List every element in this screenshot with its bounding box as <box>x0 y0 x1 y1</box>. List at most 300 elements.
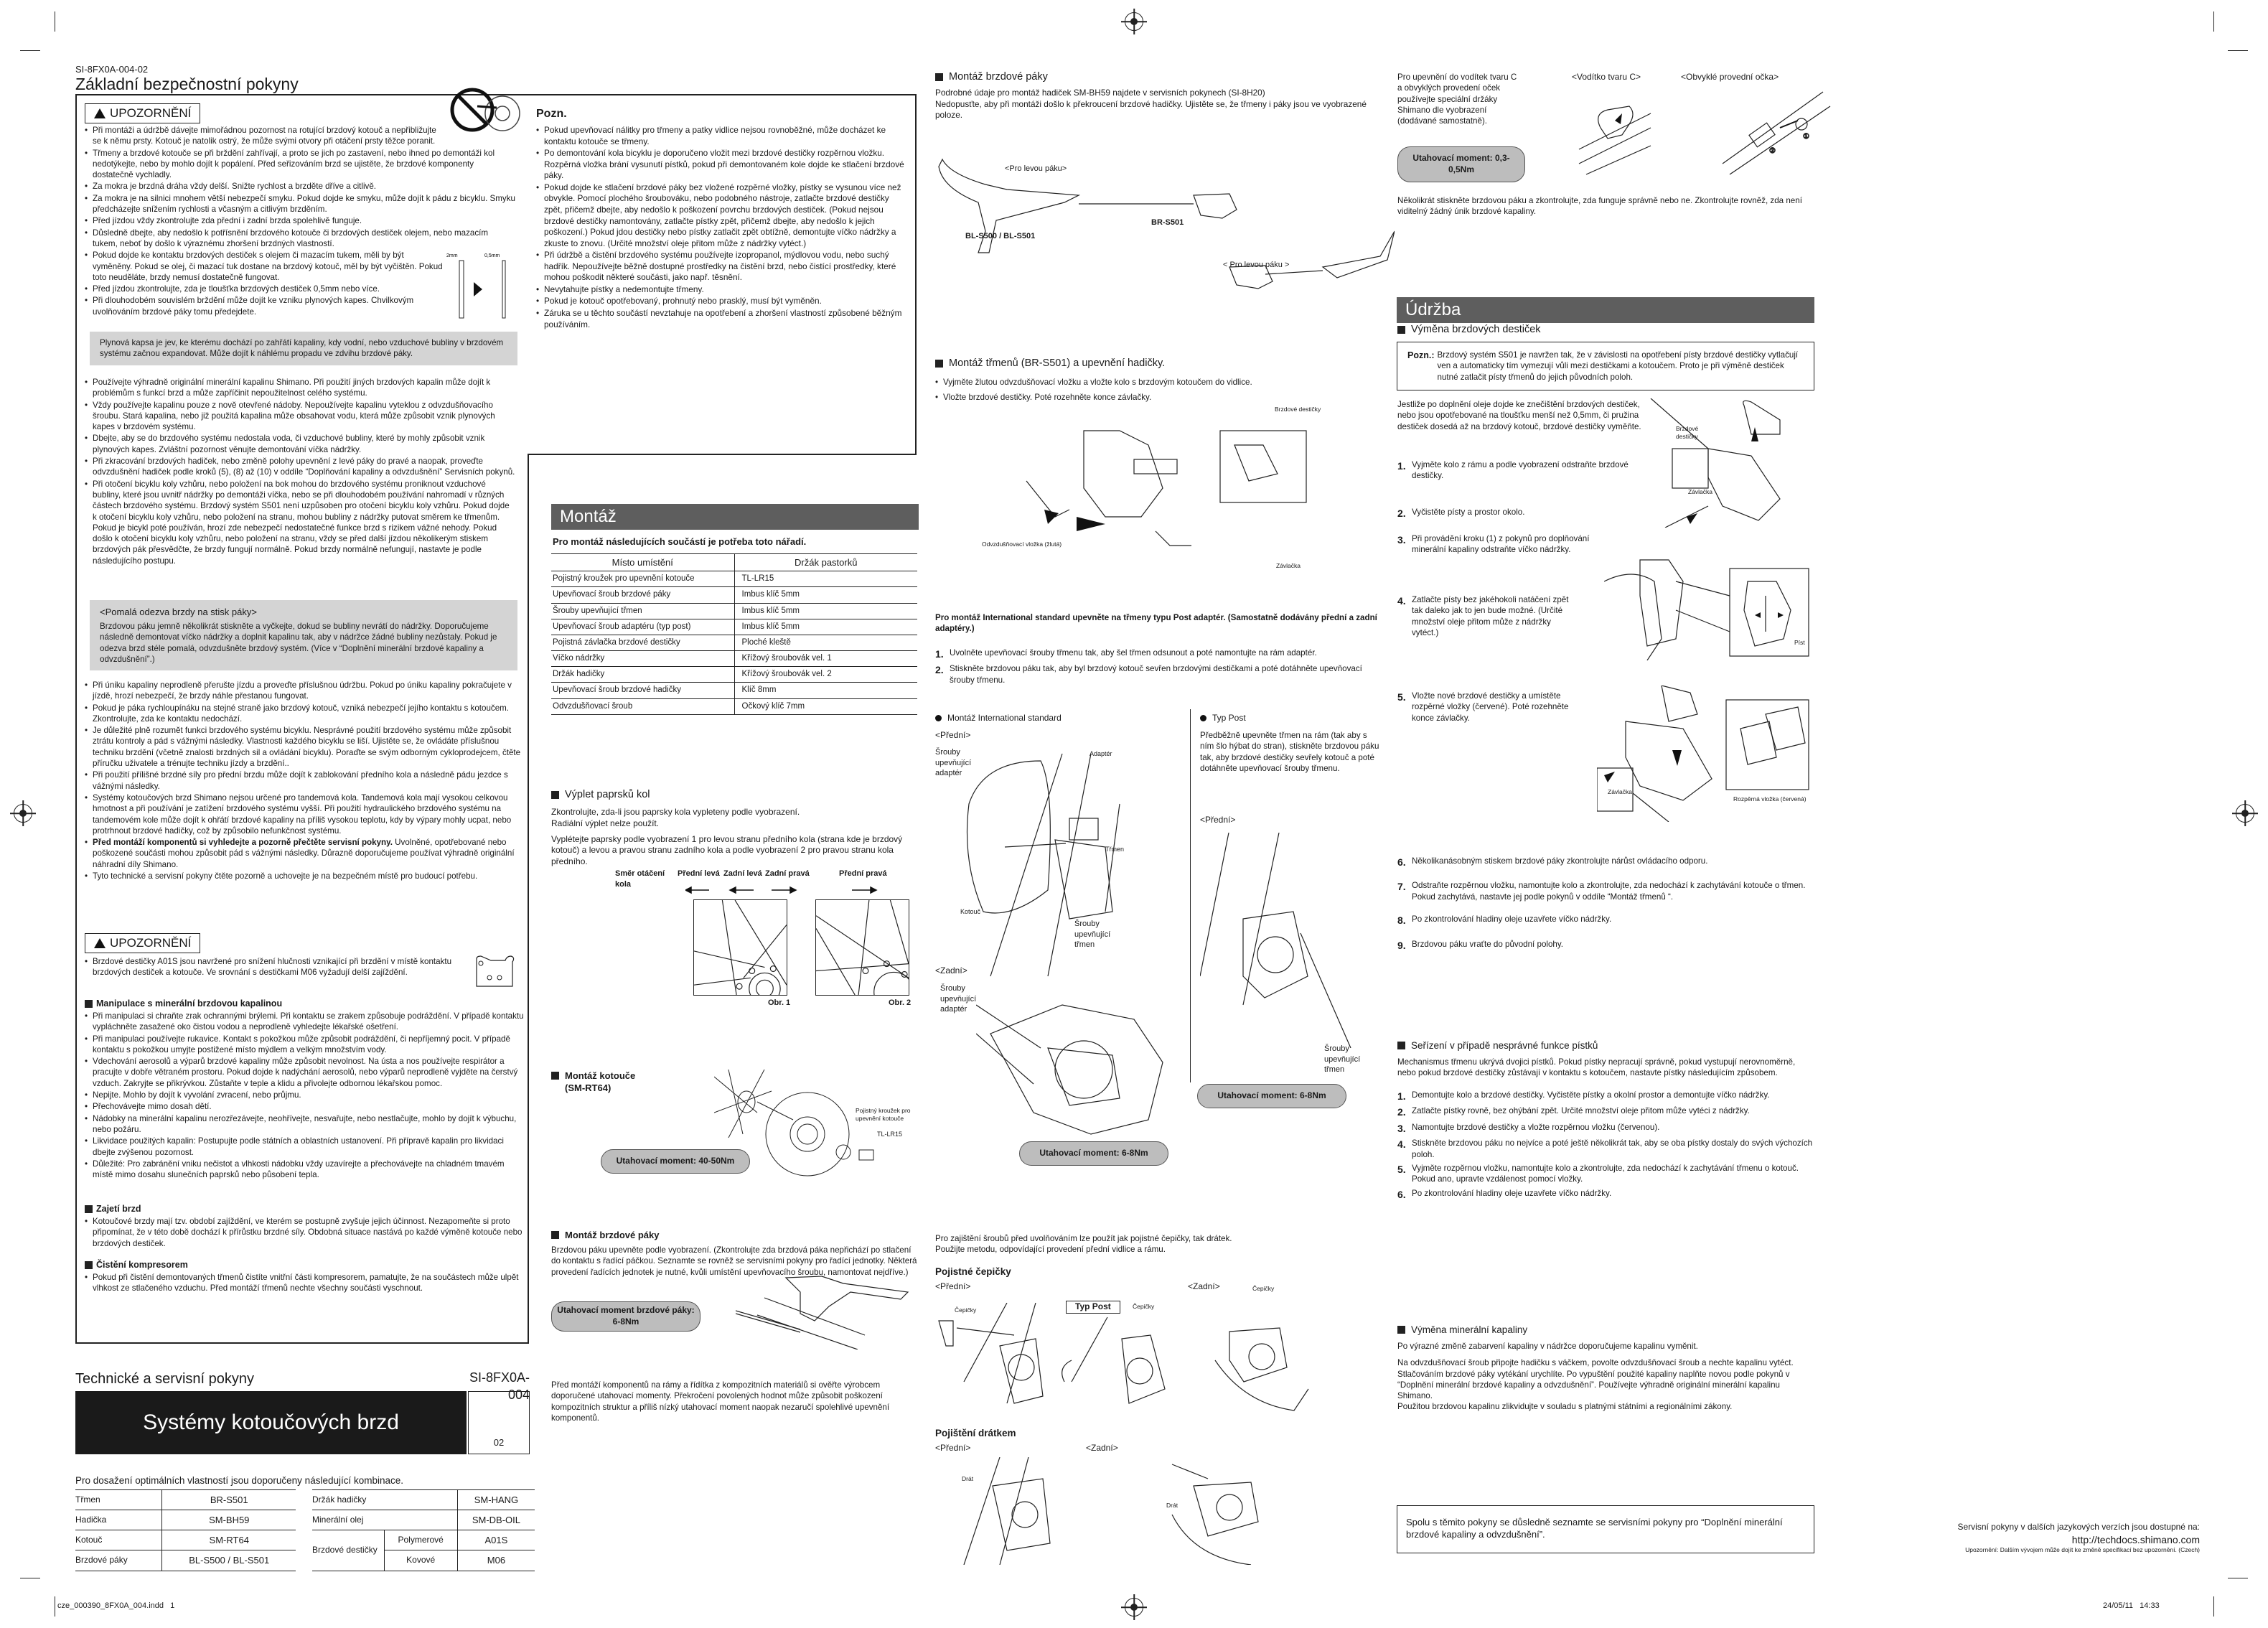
list-item: • Třmeny a brzdové kotouče se při brždění zahřívají, a proto se jich po zastavení, nebo ihned po demontáži kol nedotýkejte, nebo by mohlo dojít k popálení. Před seřizováním brzd se ujistěte, že brzdové komponenty dostatečně vychladly. <box>85 148 515 181</box>
lever-mount-text <box>935 88 1380 121</box>
tools-table <box>551 553 917 715</box>
step-text: Zatlačte pístky rovně, bez ohýbání zpět. Určité množství oleje přitom může vytéci z nádržky. <box>1412 1106 1750 1116</box>
pad-steps-1 <box>1397 459 1641 485</box>
crop-mark <box>2213 11 2214 32</box>
front-left-label: Přední levá <box>678 869 720 878</box>
post-bolts-label: Šrouby upevňující třmen <box>1324 1044 1361 1075</box>
front-right-label: Přední pravá <box>839 869 887 878</box>
spokes-text-3: Vyplétejte paprsky podle vyobrazení 1 pro levou stranu předního kola (strana kde je brzdový kotouč) a levou a pravou stranu zadního kola a podle vyobrazení 2 pro pravou stranu kola předního. <box>551 833 903 867</box>
cell-label: Držák hadičky <box>312 1490 457 1510</box>
list-item: • Za mokra je na silnici mnohem větší nebezpečí smyku. Pokud dojde ke smyku, může dojít k pádu z bicyklu. Smyku předcházejte snížením rychlosti a včasným a citlivým brzděním. <box>85 193 515 215</box>
caliper-bullets <box>935 377 1337 404</box>
no-fingers-rotor-icon <box>445 78 524 142</box>
table-row <box>551 651 917 667</box>
fig-1-caption: Obr. 1 <box>768 998 791 1007</box>
udrzba-section-bar: Údržba <box>1397 297 1814 323</box>
cell: Upevňovací šroub brzdové hadičky <box>551 683 734 698</box>
cell: Držák hadičky <box>551 667 734 683</box>
oil-text <box>1397 1341 1814 1413</box>
caliper-model: BR-S501 <box>1151 218 1184 227</box>
bedding-heading <box>85 1203 141 1215</box>
step: 4. Stiskněte brzdovou páku no nejvíce a poté ještě několikrát tak, aby se oba pístky dostaly do svých výchozích poloh. <box>1397 1138 1813 1159</box>
see-also-box: Spolu s těmito pokyny se důsledně seznamte se servisními pokyny pro “Doplnění minerální brzdové kapaliny a odvzdušnění”. <box>1397 1505 1814 1553</box>
other-langs-text: Servisní pokyny v dalších jazykových verzích jsou dostupné na: <box>1957 1522 2200 1532</box>
spacer-label: Odvzdušňovací vložka (žlutá) <box>982 541 1062 548</box>
list-item: • Při manipulaci si chraňte zrak ochrannými brýlemi. Při kontaktu se zrakem způsobuje podráždění. V případě kontaktu vypláchněte zasažené oko čistou vodou a neprodleně vyhledejte lékařské ošetření. <box>85 1011 524 1033</box>
notes-bullets <box>536 125 908 331</box>
lockring-label: Pojistný kroužek pro upevnění kotouče <box>856 1107 911 1123</box>
wire-label-rear: Drát <box>1166 1502 1178 1509</box>
page-title: Základní bezpečnostní pokyny <box>75 75 299 93</box>
combos-title: Pro dosažení optimálních vlastností jsou doporučeny následující kombinace. <box>75 1475 404 1486</box>
composite-note: Před montáží komponentů na rámy a řídítka z kompozitních materiálů si ověřte výrobcem doporučené utahovací momenty. Překročení povolených hodnot může způsobit poškození kompozitních struktur a příliš nízký utahovací moment naopak nezaručí spolehlivé upevnění komponentů. <box>551 1380 890 1423</box>
cell-type: Polymerové <box>384 1530 457 1550</box>
warning-label: UPOZORNĚNÍ <box>110 936 192 950</box>
step: 2. Vyčistěte písty a prostor okolo. <box>1397 507 1525 519</box>
rear-left-label: Zadní levá <box>723 869 762 878</box>
cell-label: Třmen <box>75 1490 162 1510</box>
caps-rear-label: <Zadní> <box>1188 1281 1220 1291</box>
heading-text: Montáž brzdové páky <box>949 71 1048 83</box>
post-torque-pill: Utahovací moment: 6-8Nm <box>1197 1084 1346 1108</box>
lever-mount-text-2: Nedopusťte, aby při montáži došlo k překroucení brzdové hadičky. Ujistěte se, že třmeny i páky jsou ve vyobrazené poloze. <box>935 98 1367 121</box>
locking-text <box>935 1233 1380 1255</box>
step: 2. Zatlačte pístky rovně, bez ohýbání zpět. Určité množství oleje přitom může vytéci z nádržky. <box>1397 1106 1750 1118</box>
cell: Ploché kleště <box>734 635 917 650</box>
note-text: Brzdový systém S501 je navržen tak, že v závislosti na opotřebení písty brzdové destičky vytlačují ven a automaticky tím vymezují vůli mezi destičkami a kotoučem. Proto je při výměně destiček nutné zatlačit písty třmenů do jejich původních poloh. <box>1437 350 1799 382</box>
cover-title-band <box>75 1391 467 1454</box>
lever-heading <box>551 1229 659 1241</box>
fig-pin-label: Závlačka <box>1688 488 1713 495</box>
doc-code: SI-8FX0A-004-02 <box>75 64 149 75</box>
right-lever-label: < Pro levou páku > <box>1223 261 1290 269</box>
cell: Pojistný kroužek pro upevnění kotouče <box>551 571 734 587</box>
dot-bullet-icon <box>935 715 942 721</box>
cell-value: BL-S500 / BL-S501 <box>162 1550 296 1571</box>
cell-value: A01S <box>457 1530 535 1550</box>
table-row <box>75 1550 296 1571</box>
warning-badge-2 <box>85 933 200 953</box>
square-bullet-icon <box>85 1261 93 1269</box>
list-item: • Po demontování kola bicyklu je doporučeno vložit mezi brzdové destičky rozpěrnou vložku. Rozpěrná vložka brání vysunutí pístků, pokud při demontovaném kole dojde ke stlačení brzdové páky. <box>536 148 908 182</box>
cover-subtitle: Technické a servisní pokyny <box>75 1371 255 1387</box>
dot-bullet-icon <box>1200 715 1206 721</box>
wire-front-label: <Přední> <box>935 1443 971 1453</box>
list-item: • Nevytahujte pístky a nedemontujte třmeny. <box>536 284 908 296</box>
list-item: • Pokud dojde ke kontaktu brzdových destiček s olejem či mazacím tukem, měli by být vyměněny. Pokud se olej, či mazací tuk dostane na brzdový kotouč, měl by být vyčištěn. Pokud toto neuděláte, brzdy nemusí dostatečně fungovat. <box>85 250 444 283</box>
list-item: • Pokud dojde ke stlačení brzdové páky bez vložené rozpěrné vložky, pístky se vysunou více než obvykle. Pomocí plochého šroubováku, nebo podobného nástroje, zatlačte brzdové destičky zpět, přičemž dbejte, aby nedošlo k poškození povrchu brzdových destiček. (Pokud nejsou brzdové destičky namontovány, zatlačte pístky zpět, přičemž dbejte, aby nedošlo k jejich poškození.) Pokud jdou destičky nebo pístky zatlačit zpět obtížně, demontujte víčko nádržky a zkuste to znovu. (Určité množství oleje přitom může z nádržky vytéct.) <box>536 182 908 249</box>
spoke-figure-1 <box>693 899 787 996</box>
page-number-box <box>468 1391 530 1454</box>
list-item: • Při použití přílišné brzdné síly pro přední brzdu může dojít k zablokování předního kola a následně pádu jezdce s vážnými následky. <box>85 769 524 792</box>
cover-title: Systémy kotoučových brzd <box>143 1411 399 1435</box>
caliper-label: Třmen <box>1105 846 1125 853</box>
pad-intro: Jestliže po doplnění oleje dojde ke znečištění brzdových destiček, nebo jsou opotřebované na tloušťku menší než 0,5mm, či pružina destiček dosedá až na brzdový kotouč, brzdové destičky vyměňte. <box>1397 400 1641 431</box>
step: 1. Uvolněte upevňovací šrouby třmenu tak, aby šel třmen odsunout a poté namontujte na rám adaptér. <box>935 648 1317 660</box>
table-row <box>551 571 917 587</box>
intl-heading <box>935 713 1062 724</box>
montaz-section-bar: Montáž <box>551 504 919 530</box>
oil-text-2: Na odvzdušňovací šroub připojte hadičku s váčkem, povolte odvzdušňovací šroub a nechte kapalinu vytéct. Stlačováním brzdové páky vytékání urychlíte. Po vypuštění použité kapaliny naplňte novou podle pokynů v “Doplnění minerální brzdové kapaliny a odvzdušnění”. Používejte výhradně originální minerální kapalinu Shimano. <box>1397 1358 1794 1401</box>
cell-value: SM-BH59 <box>162 1510 296 1530</box>
table-row <box>551 698 917 714</box>
cell: Křížový šroubovák vel. 1 <box>734 651 917 667</box>
note-lead: Pozn.: <box>1407 350 1435 360</box>
heading-text: Seřízení v případě nesprávné funkce pístků <box>1411 1040 1598 1051</box>
heading-text: Zajetí brzd <box>96 1204 141 1214</box>
list-item: • Nádobky na minerální kapalinu nerozřezávejte, neohřívejte, nesvařujte, nebo nestlačujte, mohlo by dojít k výbuchu, nebo požáru. <box>85 1113 524 1136</box>
slow-response-title: <Pomalá odezva brzdy na stisk páky> <box>100 607 257 617</box>
heading-text: Manipulace s minerální brzdovou kapalinou <box>96 998 283 1009</box>
step-text: Vyjměte rozpěrnou vložku, namontujte kolo a zkontrolujte, zda nedochází k zachytávání třmenu o kotouč. Pokud ano, upravte vzdálenost pomocí vložky. <box>1412 1164 1799 1184</box>
heading-text: Výplet paprsků kol <box>565 789 650 800</box>
spokes-text-1: Zkontrolujte, zda-li jsou paprsky kola vypleteny podle vyobrazení. <box>551 807 800 817</box>
lever-model: BL-S500 / BL-S501 <box>965 232 1036 240</box>
combos-table-left <box>75 1489 296 1571</box>
table-row <box>75 1490 296 1510</box>
list-item: • Vložte brzdové destičky. Poté rozehněte konce závlačky. <box>935 392 1337 403</box>
fig-pads-label: Brzdové destičky <box>1676 425 1699 441</box>
spokes-text-2: Radiální výplet nelze použít. <box>551 818 660 828</box>
registration-mark-top <box>1125 12 1143 31</box>
post-type-box: Typ Post <box>1066 1301 1120 1314</box>
list-item: • Před jízdou vždy zkontrolujte zda přední i zadní brzda spolehlivě funguje. <box>85 215 515 226</box>
frame-divider <box>915 94 917 455</box>
list-item: • Je důležité plně rozumět funkci brzdového systému bicyklu. Nesprávné použití brzdového systému může způsobit ztrátu kontroly a pád s vážnými následky. Vlastnosti každého bicyklu se liší. Ujistěte se, že ovládáte příslušnou techniku brzdění (včetně znalosti brzdných sil a ovládání bicyklu). Poraďte se svým odborným cykloprodejcem, čtěte příručku uživatele a trénujte techniku jízdy a brzdění.. <box>85 725 524 769</box>
caps-label-post: Čepičky <box>1133 1303 1155 1310</box>
wire-diagrams <box>935 1457 1395 1565</box>
fig-pin-label-2: Závlačka <box>1608 788 1633 795</box>
cell: Víčko nádržky <box>551 651 734 667</box>
cell: Křížový šroubovák vel. 2 <box>734 667 917 683</box>
list-item: • Pokud při čistění demontovaných třmenů čistíte vnitřní části kompresorem, pamatujte, že na součástech může ulpět vlhkost ze stlačeného vzduchu. Před montáží třmenů nechte všechny součásti vyschnout. <box>85 1272 524 1294</box>
list-item: • Systémy kotoučových brzd Shimano nejsou určené pro tandemová kola. Tandemová kola mají vysokou celkovou hmotnost a při používání je zatížení brzdového systému vyšší. Při použití hydraulického brzdového systému na tandemovém kole může dojít k ohřátí brzdové kapaliny na příliš vysokou teplotu, kdy by výpary mohly ucpat, nebo protrhnout brzdové hadičky, což by způsobilo nefunkčnost systému. <box>85 792 524 836</box>
direction-arrows <box>685 885 915 895</box>
caps-diagrams <box>935 1303 1395 1418</box>
piston-steps <box>1397 1090 1814 1204</box>
locking-text-1: Pro zajištění šroubů před uvolňováním lze použít jak pojistné čepičky, tak drátek. <box>935 1234 1232 1243</box>
post-heading <box>1200 713 1246 724</box>
square-bullet-icon <box>85 1000 93 1008</box>
square-bullet-icon <box>1397 326 1405 334</box>
pad-steps-rest <box>1397 856 1828 955</box>
lever-torque-pill: Utahovací moment brzdové páky: 6-8Nm <box>551 1301 700 1332</box>
cell: TL-LR15 <box>734 571 917 587</box>
list-item: • Pokud je kotouč opotřebovaný, prohnutý nebo prasklý, musí být vyměněn. <box>536 296 908 307</box>
step-text: Namontujte brzdové destičky a vložte rozpěrnou vložku (červenou). <box>1412 1122 1660 1132</box>
intl-front-diagram <box>940 747 1170 983</box>
caps-label: Čepičky <box>955 1306 977 1314</box>
list-item: • Důležité: Pro zabránění vniku nečistot a vlhkosti nádobku vždy uzavírejte a přechovávejte na chladném tmavém místě mimo dosahu slunečních paprsků nebo působení tepla. <box>85 1159 524 1181</box>
caliper-heading <box>935 357 1165 370</box>
cell: Šrouby upevňující třmen <box>551 603 734 619</box>
heading-text: Čistění kompresorem <box>96 1260 188 1270</box>
table-row <box>551 603 917 619</box>
warning-badge <box>85 103 200 123</box>
svg-text:0,5mm: 0,5mm <box>484 253 500 258</box>
svg-text:②: ② <box>1769 147 1776 155</box>
square-bullet-icon <box>551 1231 559 1239</box>
bold-lead: Před montáží komponentů si vyhledejte a pozorně přečtěte servisní pokyny. <box>93 838 393 848</box>
crop-mark <box>2228 50 2248 51</box>
cell: Imbus klíč 5mm <box>734 587 917 603</box>
step: 3. Při provádění kroku (1) z pokynů pro doplňování minerální kapaliny odstraňte víčko nádržky. <box>1397 533 1598 556</box>
guide-torque-pill: Utahovací moment: 0,3-0,5Nm <box>1397 146 1525 182</box>
step: 4. Zatlačte písty bez jakéhokoli natáčení zpět tak daleko jak to jen bude možné. (Určité množství oleje přitom může z nádržky vytéct.) <box>1397 594 1577 638</box>
lever-diagram <box>736 1271 922 1349</box>
heading-text: Výměna minerální kapaliny <box>1411 1324 1528 1335</box>
table-row <box>551 587 917 603</box>
warning-triangle-icon <box>94 938 106 948</box>
square-bullet-icon <box>551 791 559 799</box>
table-row <box>551 667 917 683</box>
list-item: • Vdechování aerosolů a výparů brzdové kapaliny může způsobit nevolnost. Na ústa a nos používejte respirátor a pracujte v dobře větraném prostoru. Pokud dojde k nadýchání aerosolů, nebo výparů neprodleně vyjděte na čerstvý vzduch. Zakryjte se přikrývkou. Zůstaňte v teple a klidu a přivolejte odbornou lékařskou pomoc. <box>85 1056 524 1089</box>
list-item: • Nepijte. Mohlo by dojít k vyvolání zvracení, nebo průjmu. <box>85 1090 524 1100</box>
cover-code: SI-8FX0A-004 <box>469 1370 530 1402</box>
table-row <box>75 1530 296 1550</box>
registration-mark-left <box>14 804 32 823</box>
cell-label: Brzdové páky <box>75 1550 162 1571</box>
compressor-bullets <box>85 1272 524 1295</box>
spokes-heading <box>551 788 650 802</box>
mineral-bullets <box>85 1011 524 1181</box>
frame-divider <box>75 1342 529 1344</box>
page-number: 02 <box>493 1437 505 1448</box>
cell-label: Minerální olej <box>312 1510 457 1530</box>
tools-intro: Pro montáž následujících součástí je potřeba toto nářadí. <box>553 536 807 547</box>
piston-intro: Mechanismus třmenu ukrývá dvojici pístků. Pokud pístky nepracují správně, pokud vystupují nerovnoměrně, nebo pokud brzdové destičky zůstávají v kontaktu s kotoučem, nastavte pístky následujícím způsobem. <box>1397 1057 1796 1078</box>
fig-piston-label: Píst <box>1794 639 1805 646</box>
piston-adjust-heading <box>1397 1039 1598 1052</box>
cell: Upevňovací šroub adaptéru (typ post) <box>551 619 734 635</box>
list-item: • Při zkracování brzdových hadiček, nebo změně polohy upevnění z levé páky do pravé a naopak, proveďte odvzdušnění hadiček podle kroků (5), (8) až (10) v oddíle “Doplňování kapaliny a odvzdušnění” Servisních pokynů. <box>85 456 515 478</box>
cell-value: SM-RT64 <box>162 1530 296 1550</box>
step-text: Odstraňte rozpěrnou vložku, namontujte kolo a zkontrolujte, zda nedochází k zachytávání kotouče o třmen. Pokud zachytává, nastavte jej podle pokynů v oddíle “Montáž třmenů “. <box>1412 881 1806 902</box>
pad-thickness-diagram <box>445 250 517 322</box>
bold-rest: Uvolněné, opotřebované nebo poškozené součásti mohou způsobit pád s vážnými následky. Důrazně doporučujeme používat výhradně originální náhradní díly Shimano. <box>93 838 515 869</box>
square-bullet-icon <box>85 1205 93 1213</box>
step-text: Po zkontrolování hladiny oleje uzavřete víčko nádržky. <box>1412 914 1612 925</box>
pad-warning-text: • Brzdové destičky A01S jsou navržené pro snížení hlučnosti vznikající při brzdění v místě kontaktu brzdových destiček a kotouče. Ve srovnání s destičkami M06 vyžadují delší zajíždění. <box>85 957 452 978</box>
list-item: • Při montáži a údržbě dávejte mimořádnou pozornost na rotující brzdový kotouč a nepřibližujte se k němu prsty. Kotouč je natolik ostrý, že může svými otvory při otáčení prsty těžce poranit. <box>85 125 442 147</box>
gas-pocket-note: Plynová kapsa je jev, ke kterému dochází po zahřátí kapaliny, kdy vodní, nebo vzduchové bubliny v brzdovém systému začnou expandovat. Může dojít k náhlému propadu ve zdvihu brzdové páky. <box>90 332 517 365</box>
rotor-torque-pill: Utahovací moment: 40-50Nm <box>601 1149 750 1174</box>
warning-triangle-icon <box>94 108 106 118</box>
pad-removal-diagram <box>1636 398 1809 528</box>
pads-label: Brzdové destičky <box>1275 406 1321 413</box>
tool-label: TL-LR15 <box>877 1131 903 1138</box>
cell: Upevňovací šroub brzdové páky <box>551 587 734 603</box>
caps-title: Pojistné čepičky <box>935 1266 1011 1277</box>
crop-mark <box>20 50 40 51</box>
table-row <box>312 1530 535 1550</box>
pad-warning-body: Brzdové destičky A01S jsou navržené pro snížení hlučnosti vznikající při brzdění v místě kontaktu brzdových destiček a kotouče. Ve srovnání s destičkami M06 vyžadují delší zajíždění. <box>93 957 452 978</box>
step: 5. Vyjměte rozpěrnou vložku, namontujte kolo a zkontrolujte, zda nedochází k zachytávání třmenu o kotouč. Pokud ano, upravte vzdálenost pomocí vložky. <box>1397 1163 1814 1185</box>
intl-intro: Pro montáž International standard upevněte na třmeny typu Post adaptér. (Samostatně dodávány přední a zadní adaptéry.) <box>935 613 1377 634</box>
pin-label: Závlačka <box>1276 562 1301 569</box>
rear-adapter-bolts-label: Šrouby upevňující adaptér <box>940 984 977 1014</box>
print-date: 24/05/11 14:33 <box>2103 1601 2160 1610</box>
list-item: • Vyjměte žlutou odvzdušňovací vložku a vložte kolo s brzdovým kotoučem do vidlice. <box>935 377 1337 388</box>
intl-front-label: <Přední> <box>935 730 971 740</box>
list-item: • Dbejte, aby se do brzdového systému nedostala voda, či vzduchové bubliny, které by mohly způsobit vznik plynových kapes. Zvláštní pozornost věnujte demontování víčka nádržky. <box>85 433 515 455</box>
list-item: • Záruka se u těchto součástí nevztahuje na opotřebení a zhoršení vlastností způsobené běžným používáním. <box>536 308 908 330</box>
eye-guide-label: <Obvyklé provední očka> <box>1681 72 1779 82</box>
table-row <box>75 1510 296 1530</box>
cell-value: SM-HANG <box>457 1490 535 1510</box>
list-item: • Za mokra je brzdná dráha vždy delší. Snižte rychlost a brzděte dříve a citlivě. <box>85 181 515 192</box>
list-item: • Kotoučové brzdy mají tzv. období zajíždění, ve kterém se postupně zvyšuje jejich účinnost. Nezapomeňte si proto připomínat, že v této době dochází k přírůstku brzdné síly. Obdobná situace nastává po každé výměně kotouče nebo brzdových destiček. <box>85 1216 524 1249</box>
step-text: Vyčistěte písty a prostor okolo. <box>1412 507 1525 517</box>
list-item: • Při údržbě a čistění brzdového systému používejte izopropanol, mýdlovou vodu, nebo suchý hadřík. Nepoužívejte běžně dostupné prostředky na čistění brzd, nebo čistící prostředky, které mohou poškodit některé součásti, jako např. těsnění. <box>536 250 908 284</box>
list-item: • Vždy používejte kapalinu pouze z nově otevřené nádoby. Nepoužívejte kapalinu vyteklou z odvzdušňovacího šroubu. Stará kapalina, nebo již použitá kapalina může obsahovat vodu, která může způsobit vznik plynových kapes v brzdovém systému. <box>85 400 515 433</box>
square-bullet-icon <box>935 73 943 81</box>
safety-bullets-3 <box>85 680 524 882</box>
cell-value: SM-DB-OIL <box>457 1510 535 1530</box>
list-item: • Používejte výhradně originální minerální kapalinu Shimano. Při použití jiných brzdových kapalin může dojít k problémům s funkcí brzd a může zapříčinit nepoužitelnost celého systému. <box>85 377 515 399</box>
cell: Pojistná závlačka brzdové destičky <box>551 635 734 650</box>
step: 6. Po zkontrolování hladiny oleje uzavřete víčko nádržky. <box>1397 1188 1612 1200</box>
caliper-steps <box>935 647 1380 688</box>
step-text: Několikanásobným stiskem brzdové páky zkontrolujte nárůst ovládacího odporu. <box>1412 856 1708 866</box>
compressor-heading <box>85 1259 188 1271</box>
table-row <box>312 1490 535 1510</box>
cell-value: M06 <box>457 1550 535 1571</box>
caps-label-rear: Čepičky <box>1252 1285 1275 1292</box>
step: 1. Vyjměte kolo z rámu a podle vyobrazení odstraňte brzdové destičky. <box>1397 459 1641 482</box>
svg-text:2mm: 2mm <box>446 253 458 258</box>
lever-mount-heading <box>935 70 1048 84</box>
step: 5. Vložte nové brzdové destičky a umístěte rozpěrné vložky (červené). Poté rozehněte konce závlačky. <box>1397 691 1577 724</box>
heading-text: Montáž International standard <box>947 713 1062 723</box>
warning-label: UPOZORNĚNÍ <box>110 106 192 120</box>
list-item: • Pokud upevňovací nálitky pro třmeny a patky vidlice nejsou rovnoběžné, může docházet ke kontaktu kotouče se třmeny. <box>536 125 908 147</box>
cell: Imbus klíč 5mm <box>734 603 917 619</box>
heading-text: Výměna brzdových destiček <box>1411 324 1541 335</box>
disclaimer-text: Upozornění: Dalším vývojem může dojít ke změně specifikací bez upozornění. (Czech) <box>1965 1546 2200 1553</box>
pad-steps-3 <box>1397 533 1598 558</box>
mineral-handling-heading <box>85 998 282 1010</box>
lever-text: Brzdovou páku upevněte podle vyobrazení. (Zkontrolujte zda brzdová páka nepřichází po stlačení do kontaktu s řadící páčkou. Seznamte se rovněž se servisními pokyny pro řadící jednotky. Některá provedení řadících jednotek je nutné, kvůli umístění upevňovacího šroubu, namontovat nejdříve.) <box>551 1245 917 1277</box>
list-item: • Důsledně dbejte, aby nedošlo k potřísnění brzdového kotouče či brzdových destiček olejem, nebo mazacím tukem, neboť by došlo k výraznému zhoršení brzdných vlastností. <box>85 228 515 250</box>
bedding-bullets <box>85 1216 524 1250</box>
notes-title: Pozn. <box>536 108 567 120</box>
pad-note-box <box>1397 342 1814 390</box>
step-text: Při provádění kroku (1) z pokynů pro doplňování minerální kapaliny odstraňte víčko nádržky. <box>1412 534 1590 555</box>
list-item: • Pokud je páka rychloupínáku na stejné straně jako brzdový kotouč, vzniká nebezpečí jejího kontaktu s kotoučem. Zkontrolujte, zda ke kontaktu nedochází. <box>85 703 524 725</box>
rear-right-label: Zadní pravá <box>765 869 810 878</box>
cell: Očkový klíč 7mm <box>734 698 917 714</box>
frame-divider <box>528 454 917 455</box>
safety-bullets-2 <box>85 377 515 567</box>
list-item: • Při dlouhodobém souvislém brždění může dojít ke vzniku plynových kapes. Chvilkovým uvolňováním brzdové páky tomu předejdete. <box>85 295 444 317</box>
heading-text: Typ Post <box>1212 713 1246 723</box>
left-lever-label: <Pro levou páku> <box>1005 164 1067 173</box>
caps-front-label: <Přední> <box>935 1281 971 1291</box>
spoke-figure-2 <box>815 899 909 996</box>
list-item: • Tyto technické a servisní pokyny čtěte pozorně a uchovejte je na bezpečném místě pro budoucí potřebu. <box>85 871 524 881</box>
step-text: Vyjměte kolo z rámu a podle vyobrazení odstraňte brzdové destičky. <box>1412 460 1629 481</box>
column-divider <box>1190 709 1191 1082</box>
locking-text-2: Použijte metodu, odpovídající provedení přední vidlice a rámu. <box>935 1245 1166 1255</box>
heading-text: Montáž třmenů (BR-S501) a upevnění hadičky. <box>949 357 1166 369</box>
step: 3. Namontujte brzdové destičky a vložte rozpěrnou vložku (červenou). <box>1397 1122 1660 1134</box>
registration-mark-right <box>2236 804 2254 823</box>
piston-push-diagram <box>1604 553 1812 660</box>
step: 7. Odstraňte rozpěrnou vložku, namontujte kolo a zkontrolujte, zda nedochází k zachytávání kotouče o třmen. Pokud zachytává, nastavte jej podle pokynů v oddíle “Montáž třmenů “. <box>1397 880 1828 902</box>
spokes-text <box>551 807 917 868</box>
table-row <box>551 619 917 635</box>
wire-label: Drát <box>962 1475 974 1482</box>
crop-mark <box>2213 1596 2214 1617</box>
c-guide-label: <Vodítko tvaru C> <box>1572 72 1641 82</box>
list-item: • Přechovávejte mimo dosah dětí. <box>85 1101 524 1112</box>
rotor-label: Kotouč <box>960 908 981 915</box>
step-text: Vložte nové brzdové destičky a umístěte rozpěrné vložky (červené). Poté rozehněte konce závlačky. <box>1412 691 1569 723</box>
step: 8. Po zkontrolování hladiny oleje uzavřete víčko nádržky. <box>1397 914 1612 927</box>
post-front-diagram <box>1200 833 1387 1048</box>
intl-rear-label: <Zadní> <box>935 965 967 976</box>
adapter-label: Adaptér <box>1090 750 1112 757</box>
cell: Odvzdušňovací šroub <box>551 698 734 714</box>
combos-table-right <box>312 1489 535 1571</box>
rotation-dir-label: Směr otáčení kola <box>615 869 665 889</box>
slow-response-box <box>90 600 517 670</box>
cell-label: Brzdové destičky <box>312 1530 384 1571</box>
registration-mark-bottom <box>1125 1598 1143 1617</box>
cell-label: Hadička <box>75 1510 162 1530</box>
adapter-bolts-label: Šrouby upevňující adaptér <box>935 748 972 778</box>
cell: Klíč 8mm <box>734 683 917 698</box>
step: 9. Brzdovou páku vraťte do původní polohy. <box>1397 939 1564 951</box>
oil-text-3: Použitou brzdovou kapalinu zlikvidujte v souladu s platnými státními a regionálními zákony. <box>1397 1402 1733 1412</box>
cell-label: Kotouč <box>75 1530 162 1550</box>
square-bullet-icon <box>935 360 943 368</box>
step-text: Zatlačte písty bez jakéhokoli natáčení zpět tak daleko jak to jen bude možné. (Určité množství oleje přitom může z nádržky vytéct.) <box>1412 595 1569 637</box>
brake-pad-icon <box>474 955 517 991</box>
list-item: • Likvidace použitých kapalin: Postupujte podle státních a oblastních ustanovení. Při přípravě kapalin pro likvidaci dbejte zvýšenou pozornost. <box>85 1136 524 1158</box>
list-item <box>85 837 524 870</box>
list-item: • Při otočení bicyklu koly vzhůru, nebo položení na bok mohou do brzdového systému proniknout vzduchové bubliny, které jsou uvnitř nádržky po demontáži víčka, nebo se při dlouhodobém používání nahromadí v různých částech brzdového systému. Brzdový systém S501 není uzpůsoben pro otočení bicyklu koly vzhůru. Pokud dojde k otočení bicyklu koly vzhůru, nebo položení na stranu, mohou bubliny z nádržky putovat směrem ke třmenům. Pokud je bicykl poté používán, hrozí zde nebezpečí nedostatečné funkce brzd s rizikem vážné nehody. Pokud došlo k otočení bicyklu koly vzhůru, nebo položení na stranu, vždy se před další jízdou několikerým stiskem brzdových pák přesvědčte, že brzdy fungují normálně. Pokud brzdy normálně nefungují, nastavte je podle následujícího postupu. <box>85 479 515 566</box>
rotor-heading <box>551 1070 644 1094</box>
list-item: • Při úniku kapaliny neprodleně přerušte jízdu a proveďte příslušnou údržbu. Pokud po úniku kapaliny pokračujete v jízdě, hrozí nebezpečí, že brzdy náhle přestanou fungovat. <box>85 680 524 702</box>
step: 2. Stiskněte brzdovou páku tak, aby byl brzdový kotouč sevřen brzdovými destičkami a poté dotáhněte upevňovací šrouby třmenu. <box>935 663 1380 686</box>
square-bullet-icon <box>1397 1042 1405 1049</box>
post-front-label: <Přední> <box>1200 815 1236 825</box>
techdocs-url[interactable]: http://techdocs.shimano.com <box>2071 1534 2200 1545</box>
table-row <box>551 635 917 650</box>
wire-title: Pojištění drátkem <box>935 1428 1016 1438</box>
heading-text: Montáž kotouče (SM-RT64) <box>565 1070 636 1094</box>
list-item: • Při manipulaci používejte rukavice. Kontakt s pokožkou může způsobit podráždění, či nepříjemný pocit. V případě kontaktu s pokožkou umyjte postižené místo mýdlem a velkým množstvím vody. <box>85 1034 524 1056</box>
hose-guide-diagrams <box>1536 85 1837 178</box>
guides-text: Pro upevnění do vodítek tvaru C a obvyklých provedení oček používejte speciální držáky Shimano dle vyobrazení (dodávané samostatně). <box>1397 72 1517 126</box>
caliper-bolts-label: Šrouby upevňující třmen <box>1074 920 1111 950</box>
header-location: Místo umístění <box>551 554 734 571</box>
fig-spacer-label: Rozpěrná vložka (červená) <box>1733 795 1807 803</box>
fig-2-caption: Obr. 2 <box>889 998 912 1007</box>
step-text: Po zkontrolování hladiny oleje uzavřete víčko nádržky. <box>1412 1188 1612 1198</box>
square-bullet-icon <box>1397 1326 1405 1334</box>
cell-value: BR-S501 <box>162 1490 296 1510</box>
pad-steps-2 <box>1397 507 1641 523</box>
pad-replace-heading <box>1397 323 1541 337</box>
oil-text-1: Po výrazné změně zabarvení kapaliny v nádržce doporučujeme kapalinu vyměnit. <box>1397 1342 1698 1351</box>
table-row <box>312 1510 535 1530</box>
file-name: cze_000390_8FX0A_004.indd 1 <box>57 1601 175 1610</box>
intl-rear-diagram <box>976 976 1191 1156</box>
oil-replace-heading <box>1397 1324 1527 1337</box>
